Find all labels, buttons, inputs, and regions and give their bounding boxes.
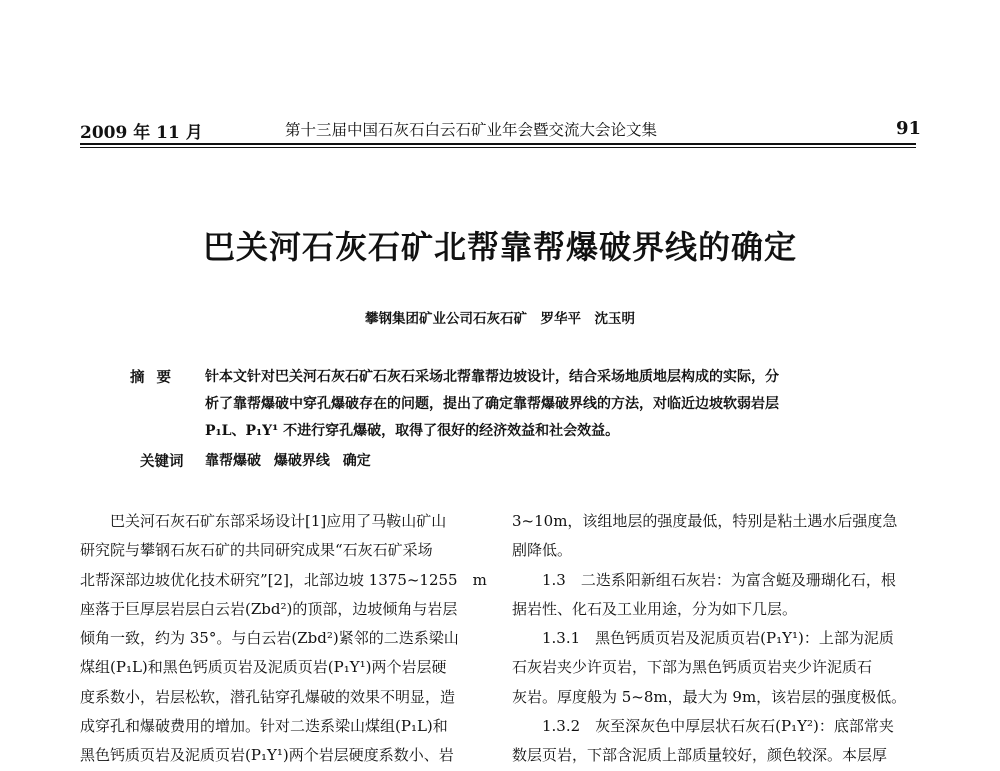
abstract-label: 摘要 [130,369,183,386]
paper-title: 巴关河石灰石矿北帮靠帮爆破界线的确定 [202,228,797,266]
body-line: 3~10m，该组地层的强度最低，特别是粘土遇水后强度急 [512,512,898,530]
section-heading-1-3-1: 1.3.1 黑色钙质页岩及泥质页岩(P₁Y¹)：上部为泥质 [542,629,894,648]
body-line: 煤组(P₁L)和黑色钙质页岩及泥质页岩(P₁Y¹)两个岩层硬 [80,658,447,677]
body-line: 度系数小，岩层松软，潜孔钻穿孔爆破的效果不明显，造 [80,687,456,706]
body-line: 黑色钙质页岩及泥质页岩(P₁Y¹)两个岩层硬度系数小、岩 [80,746,454,765]
abstract-body [205,364,895,445]
body-line: 巴关河石灰石矿东部采场设计[1]应用了马鞍山矿山 [110,512,447,530]
authors: 攀钢集团矿业公司石灰石矿 罗华平 沈玉明 [365,311,635,327]
body-line: 座落于巨厚层岩层白云岩(Zbd²)的顶部，边坡倾角与岩层 [80,599,458,618]
keywords-label: 关键词 [140,453,184,470]
body-line: 石灰岩夹少许页岩，下部为黑色钙质页岩夹少许泥质石 [512,658,873,677]
section-heading-1-3-2: 1.3.2 灰至深灰色中厚层状石灰石(P₁Y²)：底部常夹 [542,717,894,736]
abstract-line: 针本文针对巴关河石灰石矿石灰石采场北帮靠帮边坡设计，结合采场地质地层构成的实际，分 [205,369,779,385]
body-line: 研究院与攀钢石灰石矿的共同研究成果“石灰石矿采场 [80,541,433,560]
body-line: 灰岩。厚度般为 5~8m，最大为 9m，该岩层的强度极低。 [512,687,907,706]
abstract-line: 析了靠帮爆破中穿孔爆破存在的问题，提出了确定靠帮爆破界线的方法，对临近边坡软弱岩层 [205,396,779,412]
body-line: 北帮深部边坡优化技术研究”[2]，北部边坡 1375~1255 m [80,570,487,589]
body-column-left [80,507,500,771]
body-line: 成穿孔和爆破费用的增加。针对二迭系梁山煤组(P₁L)和 [80,717,448,736]
page-number: 91 [896,118,922,139]
body-line: 据岩性、化石及工业用途，分为如下几层。 [512,599,798,618]
body-column-right [512,507,924,771]
abstract-line: P₁L、P₁Y¹ 不进行穿孔爆破，取得了很好的经济效益和社会效益。 [205,423,620,439]
body-line: 倾角一致，约为 35°。与白云岩(Zbd²)紧邻的二迭系梁山 [80,629,459,648]
header-rule-thick [80,143,916,145]
body-line: 剧降低。 [512,541,573,560]
keywords-text: 靠帮爆破 爆破界线 确定 [205,453,371,469]
header-date: 2009 年 11 月 [80,123,203,143]
section-heading-1-3: 1.3 二迭系阳新组石灰岩：为富含蜓及珊瑚化石，根 [542,570,896,589]
header-journal-title: 第十三届中国石灰石白云石矿业年会暨交流大会论文集 [285,121,658,139]
body-line: 数层页岩，下部含泥质上部质量较好，颜色较深。本层厚 [512,746,888,765]
header-rule-thin [80,147,916,148]
